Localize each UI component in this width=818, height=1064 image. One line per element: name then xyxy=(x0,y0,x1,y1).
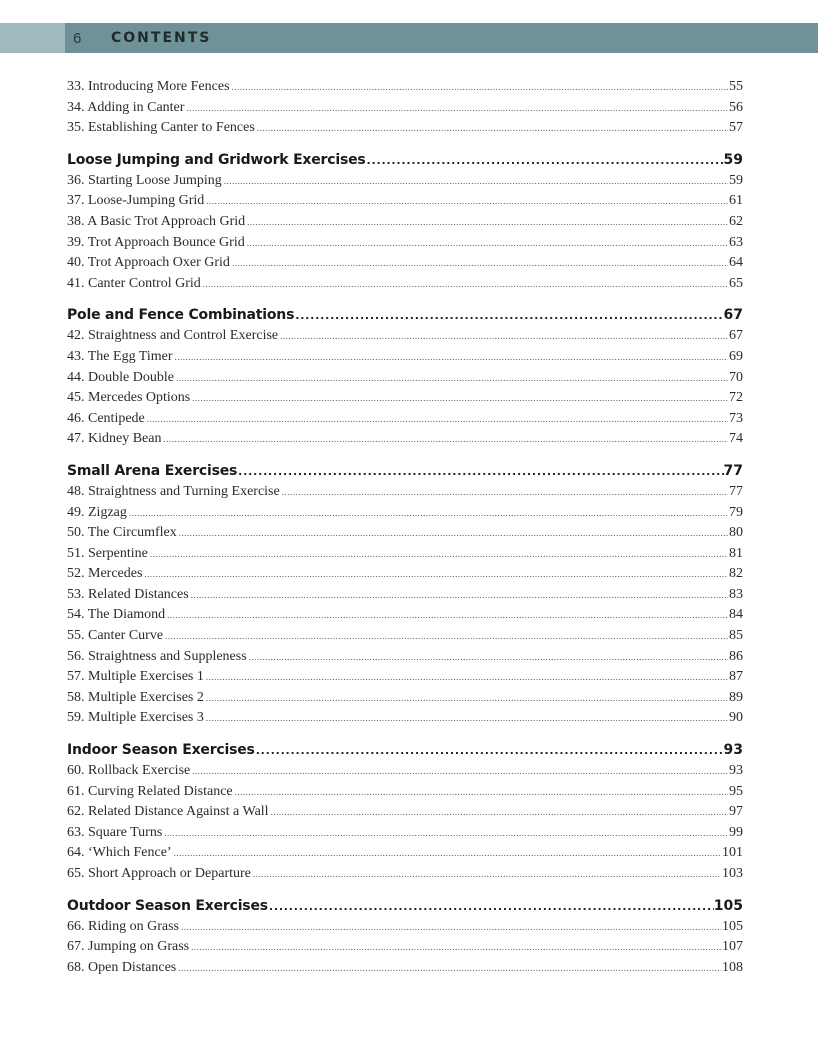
dot-leader xyxy=(224,171,728,192)
toc-section xyxy=(67,739,743,885)
entry-page: 72 xyxy=(729,390,743,406)
entry-title: 54. The Diamond xyxy=(67,607,166,623)
entry-page: 107 xyxy=(722,939,743,955)
toc-entry[interactable] xyxy=(67,937,743,958)
entry-page: 90 xyxy=(729,710,743,726)
entry-title: 40. Trot Approach Oxer Grid xyxy=(67,255,230,271)
entry-title: 45. Mercedes Options xyxy=(67,390,191,406)
entry-page: 93 xyxy=(729,763,743,779)
entry-page: 56 xyxy=(729,99,743,115)
entry-page: 70 xyxy=(729,369,743,385)
toc-section xyxy=(67,895,743,979)
entry-page: 103 xyxy=(722,866,743,881)
toc-entry[interactable] xyxy=(67,647,743,668)
section-page: 59 xyxy=(723,151,743,168)
toc-entry[interactable] xyxy=(67,761,743,782)
entry-page: 84 xyxy=(729,607,743,623)
dot-leader xyxy=(232,77,728,98)
dot-leader xyxy=(129,503,728,524)
table-of-contents xyxy=(67,77,743,978)
section-page: 105 xyxy=(713,897,743,914)
section-title: Indoor Season Exercises xyxy=(67,742,255,759)
dot-leader xyxy=(163,429,728,450)
entry-page: 55 xyxy=(729,79,743,94)
entry-title: 44. Double Double xyxy=(67,369,174,385)
toc-entry[interactable] xyxy=(67,503,743,524)
toc-entry[interactable] xyxy=(67,605,743,626)
toc-entry[interactable] xyxy=(67,564,743,585)
section-title: Loose Jumping and Gridwork Exercises xyxy=(67,151,366,168)
entry-title: 49. Zigzag xyxy=(67,504,127,520)
dot-leader xyxy=(235,782,728,803)
toc-section xyxy=(67,149,743,295)
entry-title: 34. Adding in Canter xyxy=(67,99,185,115)
entry-page: 105 xyxy=(722,918,743,934)
page-number: 6 xyxy=(73,29,82,47)
toc-section xyxy=(67,460,743,729)
section-title: Pole and Fence Combinations xyxy=(67,307,295,324)
dot-leader xyxy=(186,98,728,119)
entry-title: 50. The Circumflex xyxy=(67,525,177,541)
dot-leader xyxy=(147,409,728,430)
dot-leader xyxy=(192,388,728,409)
toc-entry[interactable] xyxy=(67,688,743,709)
entry-title: 52. Mercedes xyxy=(67,566,143,582)
toc-entry[interactable] xyxy=(67,667,743,688)
dot-leader xyxy=(191,937,721,958)
dot-leader xyxy=(175,347,728,368)
toc-entry[interactable] xyxy=(67,233,743,254)
running-header xyxy=(0,23,818,53)
dot-leader xyxy=(176,368,728,389)
header-accent-block xyxy=(0,23,65,53)
dot-leader xyxy=(269,896,714,918)
toc-entry[interactable] xyxy=(67,782,743,803)
toc-entry[interactable] xyxy=(67,864,743,885)
entry-page: 61 xyxy=(729,193,743,209)
toc-entry[interactable] xyxy=(67,917,743,938)
entry-title: 58. Multiple Exercises 2 xyxy=(67,689,204,705)
toc-entry[interactable] xyxy=(67,388,743,409)
dot-leader xyxy=(167,605,728,626)
entry-title: 37. Loose-Jumping Grid xyxy=(67,193,205,209)
dot-leader xyxy=(282,482,728,503)
entry-page: 86 xyxy=(729,648,743,664)
entry-page: 65 xyxy=(729,275,743,291)
toc-entry[interactable] xyxy=(67,212,743,233)
dot-leader xyxy=(367,150,724,172)
entry-title: 51. Serpentine xyxy=(67,545,148,561)
dot-leader xyxy=(165,626,728,647)
dot-leader xyxy=(256,740,724,762)
entry-page: 95 xyxy=(729,783,743,799)
toc-intro-entries xyxy=(67,77,743,139)
dot-leader xyxy=(144,564,728,585)
section-heading[interactable] xyxy=(67,460,743,482)
dot-leader xyxy=(203,274,728,295)
entry-page: 83 xyxy=(729,586,743,602)
toc-entry[interactable] xyxy=(67,326,743,347)
entry-title: 33. Introducing More Fences xyxy=(67,79,230,94)
entry-title: 53. Related Distances xyxy=(67,586,189,602)
toc-entry[interactable] xyxy=(67,823,743,844)
entry-title: 62. Related Distance Against a Wall xyxy=(67,804,269,820)
toc-entry[interactable] xyxy=(67,843,743,864)
page-title: CONTENTS xyxy=(111,30,212,46)
entry-page: 77 xyxy=(729,483,743,499)
toc-entry[interactable] xyxy=(67,98,743,119)
toc-entry[interactable] xyxy=(67,171,743,192)
dot-leader xyxy=(271,802,728,823)
section-heading[interactable] xyxy=(67,739,743,761)
entry-page: 59 xyxy=(729,172,743,188)
entry-title: 66. Riding on Grass xyxy=(67,918,179,934)
dot-leader xyxy=(164,823,728,844)
toc-entry[interactable] xyxy=(67,368,743,389)
entry-page: 67 xyxy=(729,328,743,344)
dot-leader xyxy=(247,212,728,233)
section-page: 67 xyxy=(723,307,743,324)
entry-page: 80 xyxy=(729,525,743,541)
entry-title: 46. Centipede xyxy=(67,410,145,426)
entry-page: 97 xyxy=(729,804,743,820)
toc-entry[interactable] xyxy=(67,626,743,647)
section-title: Small Arena Exercises xyxy=(67,462,238,479)
dot-leader xyxy=(206,708,728,729)
dot-leader xyxy=(206,688,728,709)
dot-leader xyxy=(257,118,728,139)
entry-title: 68. Open Distances xyxy=(67,959,177,975)
dot-leader xyxy=(192,761,728,782)
entry-page: 64 xyxy=(729,255,743,271)
entry-title: 57. Multiple Exercises 1 xyxy=(67,669,204,685)
toc-entry[interactable] xyxy=(67,253,743,274)
toc-entry[interactable] xyxy=(67,118,743,139)
toc-entry[interactable] xyxy=(67,802,743,823)
dot-leader xyxy=(206,191,728,212)
dot-leader xyxy=(247,233,728,254)
entry-page: 69 xyxy=(729,348,743,364)
entry-title: 41. Canter Control Grid xyxy=(67,275,201,291)
dot-leader xyxy=(249,647,728,668)
toc-entry[interactable] xyxy=(67,409,743,430)
toc-entry[interactable] xyxy=(67,708,743,729)
toc-section xyxy=(67,304,743,450)
entry-page: 74 xyxy=(729,431,743,447)
entry-page: 57 xyxy=(729,120,743,136)
toc-entry[interactable] xyxy=(67,274,743,295)
section-heading[interactable] xyxy=(67,304,743,326)
dot-leader xyxy=(178,958,721,979)
dot-leader xyxy=(191,585,728,606)
toc-entry[interactable] xyxy=(67,585,743,606)
entry-page: 85 xyxy=(729,628,743,644)
entry-title: 48. Straightness and Turning Exercise xyxy=(67,483,280,499)
section-title: Outdoor Season Exercises xyxy=(67,897,268,914)
entry-page: 101 xyxy=(722,845,743,861)
section-heading[interactable] xyxy=(67,895,743,917)
entry-title: 65. Short Approach or Departure xyxy=(67,866,251,881)
entry-page: 82 xyxy=(729,566,743,582)
section-heading[interactable] xyxy=(67,149,743,171)
entry-title: 64. ‘Which Fence’ xyxy=(67,845,172,861)
dot-leader xyxy=(179,523,728,544)
toc-entry[interactable] xyxy=(67,544,743,565)
entry-page: 73 xyxy=(729,410,743,426)
entry-page: 62 xyxy=(729,213,743,229)
entry-title: 43. The Egg Timer xyxy=(67,348,173,364)
toc-entry[interactable] xyxy=(67,191,743,212)
toc-entry[interactable] xyxy=(67,77,743,98)
dot-leader xyxy=(295,305,723,327)
toc-entry[interactable] xyxy=(67,429,743,450)
dot-leader xyxy=(238,461,723,483)
entry-page: 99 xyxy=(729,824,743,840)
dot-leader xyxy=(280,326,728,347)
section-page: 77 xyxy=(723,462,743,479)
section-page: 93 xyxy=(723,742,743,759)
entry-page: 81 xyxy=(729,545,743,561)
dot-leader xyxy=(206,667,728,688)
entry-page: 87 xyxy=(729,669,743,685)
toc-entry[interactable] xyxy=(67,347,743,368)
entry-title: 35. Establishing Canter to Fences xyxy=(67,120,255,136)
entry-title: 60. Rollback Exercise xyxy=(67,763,191,779)
entry-title: 61. Curving Related Distance xyxy=(67,783,233,799)
entry-title: 55. Canter Curve xyxy=(67,628,164,644)
entry-title: 59. Multiple Exercises 3 xyxy=(67,710,204,726)
entry-title: 36. Starting Loose Jumping xyxy=(67,172,222,188)
toc-entry[interactable] xyxy=(67,958,743,979)
entry-title: 42. Straightness and Control Exercise xyxy=(67,328,279,344)
dot-leader xyxy=(174,843,721,864)
dot-leader xyxy=(150,544,728,565)
entry-page: 63 xyxy=(729,234,743,250)
entry-page: 79 xyxy=(729,504,743,520)
entry-title: 56. Straightness and Suppleness xyxy=(67,648,247,664)
dot-leader xyxy=(232,253,728,274)
toc-entry[interactable] xyxy=(67,523,743,544)
entry-title: 63. Square Turns xyxy=(67,824,163,840)
entry-title: 47. Kidney Bean xyxy=(67,431,162,447)
entry-title: 67. Jumping on Grass xyxy=(67,939,190,955)
entry-title: 39. Trot Approach Bounce Grid xyxy=(67,234,245,250)
dot-leader xyxy=(181,917,721,938)
dot-leader xyxy=(253,864,721,885)
entry-title: 38. A Basic Trot Approach Grid xyxy=(67,213,246,229)
entry-page: 108 xyxy=(722,959,743,975)
entry-page: 89 xyxy=(729,689,743,705)
toc-entry[interactable] xyxy=(67,482,743,503)
